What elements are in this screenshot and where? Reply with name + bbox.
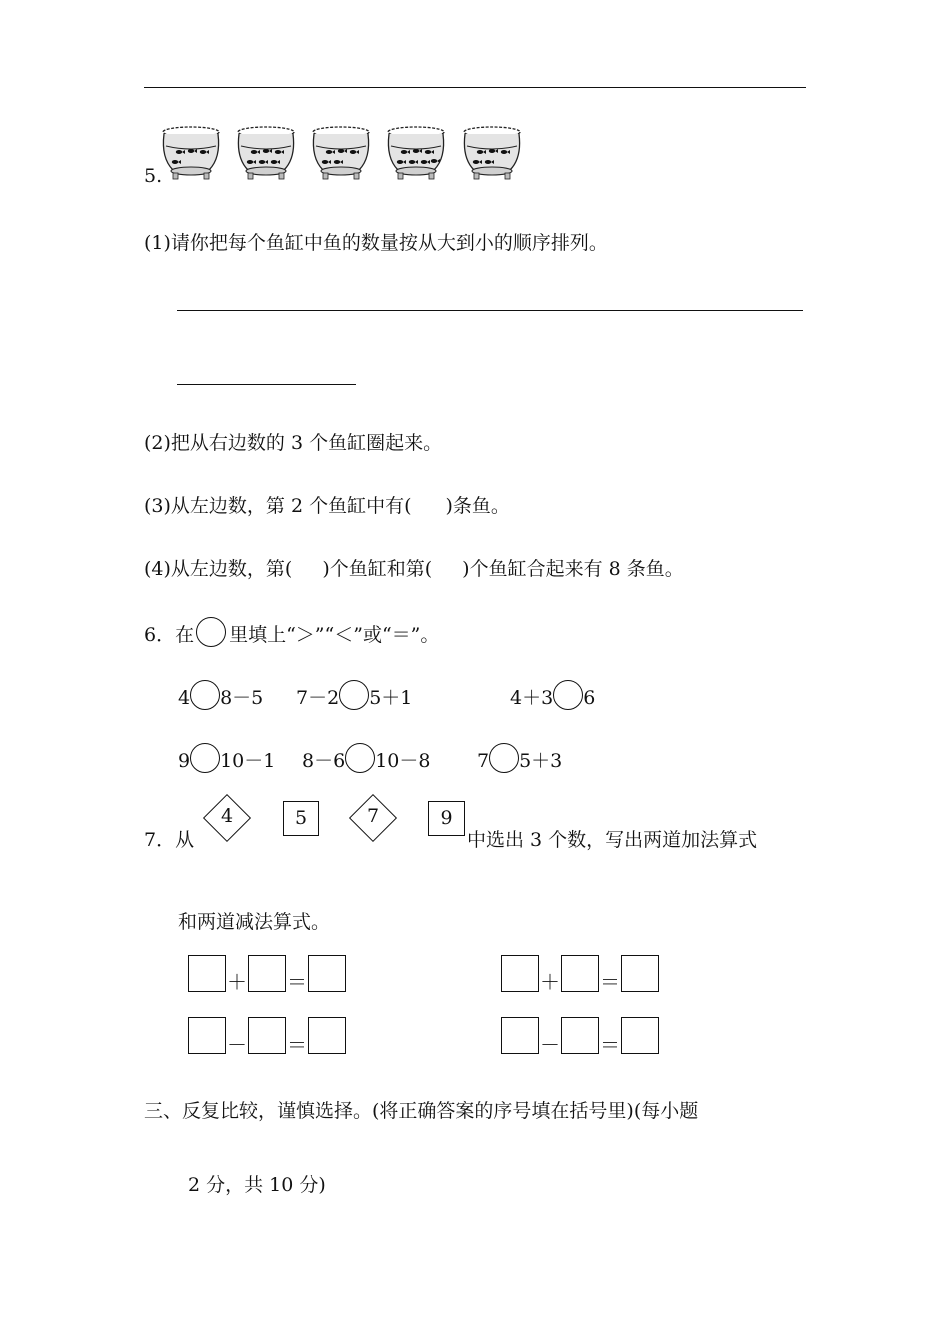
compare-left: 7－2 — [296, 687, 340, 709]
q6-instruction — [144, 617, 439, 647]
q5-part4-text-a: (4)从左边数，第( — [144, 558, 293, 580]
compare-circle[interactable] — [190, 743, 220, 773]
compare-right: 5＋3 — [519, 750, 563, 772]
compare-right: 10－8 — [375, 750, 431, 772]
answer-box[interactable] — [308, 955, 346, 992]
answer-box[interactable] — [308, 1017, 346, 1054]
fish-bowl-icon — [460, 124, 524, 182]
fish-bowl-icon — [159, 124, 223, 182]
compare-item — [302, 743, 430, 773]
answer-box[interactable] — [501, 955, 539, 992]
compare-right: 10－1 — [220, 750, 276, 772]
answer-box[interactable] — [248, 955, 286, 992]
compare-left: 7 — [477, 750, 490, 772]
answer-box[interactable] — [188, 1017, 226, 1054]
q5-part1: (1)请你把每个鱼缸中鱼的数量按从大到小的顺序排列。 — [144, 232, 608, 254]
compare-item — [510, 680, 595, 710]
card-number: 4 — [220, 805, 234, 827]
q6-prefix: 6．在 — [144, 624, 195, 646]
card-number: 9 — [440, 807, 453, 829]
section3-points: 2 分，共 10 分) — [188, 1174, 326, 1196]
q7-suffix: 中选出 3 个数，写出两道加法算式 — [467, 829, 758, 851]
compare-circle[interactable] — [553, 680, 583, 710]
equals-sign: ＝ — [600, 970, 620, 994]
compare-circle[interactable] — [339, 680, 369, 710]
q5-part4-text-b: )个鱼缸和第( — [322, 558, 433, 580]
square-card — [283, 801, 319, 836]
q5-part3-text-a: (3)从左边数，第 2 个鱼缸中有( — [144, 495, 412, 517]
equals-sign: ＝ — [287, 1033, 307, 1057]
answer-box[interactable] — [561, 1017, 599, 1054]
compare-right: 6 — [583, 687, 596, 709]
card-number: 7 — [366, 805, 380, 827]
card-number: 5 — [294, 807, 308, 829]
q5-part4-text-c: )个鱼缸合起来有 8 条鱼。 — [462, 558, 684, 580]
q5-part2: (2)把从右边数的 3 个鱼缸圈起来。 — [144, 432, 443, 454]
section3-heading: 三、反复比较，谨慎选择。(将正确答案的序号填在括号里)(每小题 — [144, 1100, 699, 1122]
fish-bowl-icon — [384, 124, 448, 182]
answer-box[interactable] — [188, 955, 226, 992]
circle-icon — [196, 617, 226, 647]
fish-bowl-icon — [309, 124, 373, 182]
q5-part3-text-b: )条鱼。 — [445, 495, 510, 517]
compare-circle[interactable] — [345, 743, 375, 773]
compare-left: 4＋3 — [510, 687, 554, 709]
q5-part3 — [144, 491, 510, 518]
compare-item — [477, 743, 562, 773]
compare-left: 8－6 — [302, 750, 346, 772]
compare-item — [178, 743, 275, 773]
compare-left: 4 — [178, 687, 191, 709]
fish-bowl-icon — [234, 124, 298, 182]
equals-sign: ＝ — [600, 1033, 620, 1057]
answer-box[interactable] — [621, 1017, 659, 1054]
minus-sign: － — [540, 1033, 560, 1057]
compare-item — [178, 680, 263, 710]
q5-part4 — [144, 554, 684, 581]
answer-box[interactable] — [501, 1017, 539, 1054]
q5-number: 5. — [144, 165, 163, 187]
plus-sign: ＋ — [227, 970, 247, 994]
plus-sign: ＋ — [540, 970, 560, 994]
answer-box[interactable] — [621, 955, 659, 992]
header-rule — [144, 87, 806, 88]
q7-line2: 和两道减法算式。 — [178, 911, 331, 933]
answer-line-2[interactable] — [177, 384, 356, 385]
answer-box[interactable] — [248, 1017, 286, 1054]
square-card — [428, 801, 465, 836]
q6-suffix: 里填上“＞”“＜”或“＝”。 — [229, 624, 440, 646]
compare-right: 5＋1 — [369, 687, 413, 709]
compare-circle[interactable] — [489, 743, 519, 773]
q7-prefix: 7．从 — [144, 829, 195, 851]
equals-sign: ＝ — [287, 970, 307, 994]
compare-item — [296, 680, 412, 710]
answer-box[interactable] — [561, 955, 599, 992]
answer-line-1[interactable] — [177, 310, 803, 311]
compare-circle[interactable] — [190, 680, 220, 710]
compare-left: 9 — [178, 750, 191, 772]
compare-right: 8－5 — [220, 687, 264, 709]
minus-sign: － — [227, 1033, 247, 1057]
